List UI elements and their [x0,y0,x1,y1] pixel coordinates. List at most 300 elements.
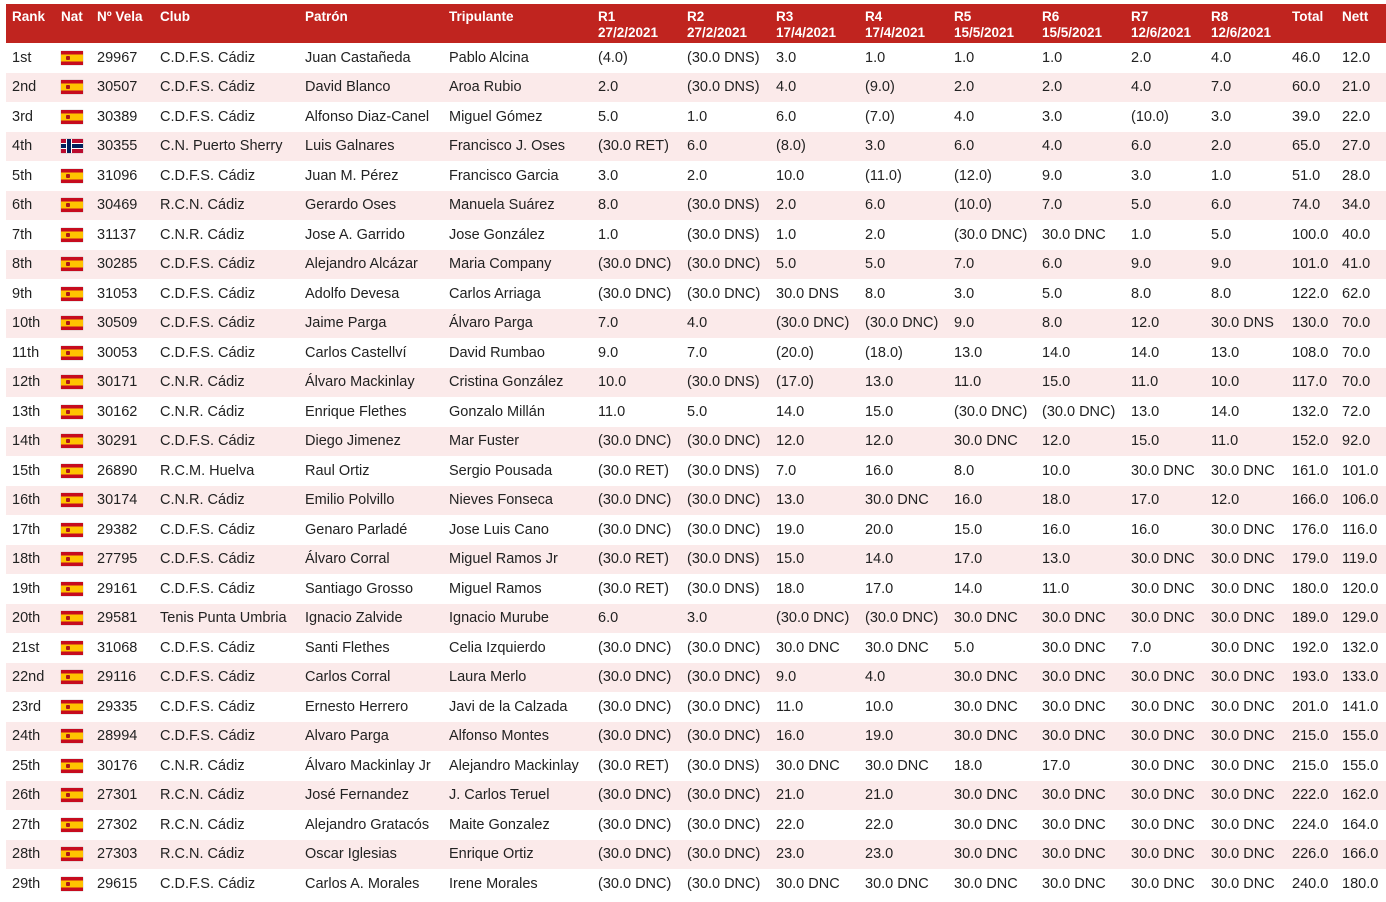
total-cell: 215.0 [1286,751,1336,781]
race-5-cell: 15.0 [948,515,1036,545]
nett-cell: 119.0 [1336,545,1386,575]
rank-cell: 17th [6,515,55,545]
race-5-cell: 18.0 [948,751,1036,781]
race-1-cell: (30.0 DNC) [592,427,681,457]
nett-cell: 62.0 [1336,279,1386,309]
race-8-cell: 6.0 [1205,191,1286,221]
race-5-cell: 5.0 [948,633,1036,663]
spain-flag-icon [61,464,83,478]
race-2-cell: (30.0 DNS) [681,220,770,250]
rank-cell: 15th [6,456,55,486]
sail-number-cell: 29615 [91,869,154,899]
race-1-cell: (30.0 DNC) [592,869,681,899]
crew-cell: Ignacio Murube [443,604,592,634]
race-2-cell: (30.0 DNS) [681,545,770,575]
club-cell: C.D.F.S. Cádiz [154,515,299,545]
column-header-r7 [1125,4,1205,43]
column-header-label: R3 [776,9,794,24]
race-2-cell: (30.0 DNC) [681,486,770,516]
race-6-cell: 30.0 DNC [1036,663,1125,693]
race-6-cell: 10.0 [1036,456,1125,486]
column-header-r4 [859,4,948,43]
race-4-cell: (7.0) [859,102,948,132]
race-1-cell: (30.0 DNC) [592,515,681,545]
table-row [6,722,1386,752]
nationality-cell [55,840,91,870]
sail-number-cell: 30171 [91,368,154,398]
total-cell: 193.0 [1286,663,1336,693]
total-cell: 226.0 [1286,840,1336,870]
nett-cell: 92.0 [1336,427,1386,457]
race-5-cell: 4.0 [948,102,1036,132]
nationality-cell [55,751,91,781]
table-row [6,810,1386,840]
crew-cell: Maria Company [443,250,592,280]
club-cell: C.D.F.S. Cádiz [154,722,299,752]
spain-flag-icon [61,228,83,242]
race-4-cell: 21.0 [859,781,948,811]
crew-cell: Aroa Rubio [443,73,592,103]
race-5-cell: 30.0 DNC [948,722,1036,752]
rank-cell: 24th [6,722,55,752]
results-table-container [6,4,1386,899]
nationality-cell [55,279,91,309]
total-cell: 179.0 [1286,545,1336,575]
patron-cell: Carlos Corral [299,663,443,693]
total-cell: 130.0 [1286,309,1336,339]
nationality-cell [55,191,91,221]
patron-cell: Álvaro Mackinlay Jr [299,751,443,781]
club-cell: C.N.R. Cádiz [154,368,299,398]
race-6-cell: 18.0 [1036,486,1125,516]
crew-cell: Miguel Ramos [443,574,592,604]
race-4-cell: 14.0 [859,545,948,575]
race-4-cell: 10.0 [859,692,948,722]
table-row [6,663,1386,693]
race-8-cell: 9.0 [1205,250,1286,280]
race-7-cell: 16.0 [1125,515,1205,545]
patron-cell: Alejandro Gratacós [299,810,443,840]
club-cell: R.C.N. Cádiz [154,810,299,840]
race-4-cell: (11.0) [859,161,948,191]
race-1-cell: (30.0 RET) [592,132,681,162]
column-header-label: Rank [12,9,46,24]
race-6-cell: 1.0 [1036,43,1125,73]
spain-flag-icon [61,729,83,743]
race-1-cell: 7.0 [592,309,681,339]
spain-flag-icon [61,169,83,183]
total-cell: 74.0 [1286,191,1336,221]
race-2-cell: (30.0 DNS) [681,73,770,103]
race-1-cell: (30.0 DNC) [592,250,681,280]
race-4-cell: (9.0) [859,73,948,103]
rank-cell: 20th [6,604,55,634]
race-3-cell: 30.0 DNC [770,751,859,781]
club-cell: C.D.F.S. Cádiz [154,692,299,722]
patron-cell: Oscar Iglesias [299,840,443,870]
nationality-cell [55,604,91,634]
race-6-cell: 3.0 [1036,102,1125,132]
race-1-cell: 5.0 [592,102,681,132]
race-7-cell: 30.0 DNC [1125,722,1205,752]
table-row [6,368,1386,398]
race-3-cell: 21.0 [770,781,859,811]
column-header-total [1286,4,1336,43]
race-7-cell: 5.0 [1125,191,1205,221]
race-4-cell: 30.0 DNC [859,869,948,899]
club-cell: C.D.F.S. Cádiz [154,338,299,368]
table-row [6,840,1386,870]
race-4-cell: 5.0 [859,250,948,280]
race-5-cell: 30.0 DNC [948,604,1036,634]
sail-number-cell: 29335 [91,692,154,722]
club-cell: Tenis Punta Umbria [154,604,299,634]
race-1-cell: (30.0 RET) [592,751,681,781]
race-6-cell: 13.0 [1036,545,1125,575]
race-5-cell: 1.0 [948,43,1036,73]
race-3-cell: (20.0) [770,338,859,368]
crew-cell: Francisco Garcia [443,161,592,191]
race-4-cell: 20.0 [859,515,948,545]
race-1-cell: (30.0 RET) [592,456,681,486]
rank-cell: 13th [6,397,55,427]
race-1-cell: 1.0 [592,220,681,250]
race-1-cell: (30.0 DNC) [592,840,681,870]
patron-cell: Alejandro Alcázar [299,250,443,280]
race-5-cell: 30.0 DNC [948,692,1036,722]
sail-number-cell: 30162 [91,397,154,427]
column-header-r2 [681,4,770,43]
race-3-cell: 11.0 [770,692,859,722]
race-4-cell: 15.0 [859,397,948,427]
norway-flag-icon [61,139,83,153]
crew-cell: Celia Izquierdo [443,633,592,663]
club-cell: C.D.F.S. Cádiz [154,633,299,663]
race-2-cell: 7.0 [681,338,770,368]
total-cell: 108.0 [1286,338,1336,368]
nationality-cell [55,73,91,103]
nett-cell: 12.0 [1336,43,1386,73]
race-5-cell: 16.0 [948,486,1036,516]
race-3-cell: 13.0 [770,486,859,516]
column-header-date: 12/6/2021 [1131,25,1192,40]
race-7-cell: 30.0 DNC [1125,869,1205,899]
spain-flag-icon [61,405,83,419]
patron-cell: Ignacio Zalvide [299,604,443,634]
patron-cell: David Blanco [299,73,443,103]
race-3-cell: 7.0 [770,456,859,486]
race-1-cell: 8.0 [592,191,681,221]
spain-flag-icon [61,523,83,537]
race-4-cell: 8.0 [859,279,948,309]
club-cell: C.D.F.S. Cádiz [154,73,299,103]
patron-cell: Álvaro Mackinlay [299,368,443,398]
table-row [6,456,1386,486]
race-7-cell: 30.0 DNC [1125,781,1205,811]
race-8-cell: 30.0 DNS [1205,309,1286,339]
race-7-cell: 30.0 DNC [1125,574,1205,604]
race-6-cell: 8.0 [1036,309,1125,339]
total-cell: 100.0 [1286,220,1336,250]
race-8-cell: 12.0 [1205,486,1286,516]
patron-cell: Ernesto Herrero [299,692,443,722]
column-header-r1 [592,4,681,43]
patron-cell: Juan M. Pérez [299,161,443,191]
spain-flag-icon [61,51,83,65]
spain-flag-icon [61,257,83,271]
table-row [6,73,1386,103]
total-cell: 39.0 [1286,102,1336,132]
rank-cell: 9th [6,279,55,309]
nett-cell: 106.0 [1336,486,1386,516]
nationality-cell [55,869,91,899]
crew-cell: Enrique Ortiz [443,840,592,870]
nett-cell: 116.0 [1336,515,1386,545]
spain-flag-icon [61,316,83,330]
patron-cell: Genaro Parladé [299,515,443,545]
race-2-cell: 1.0 [681,102,770,132]
race-8-cell: 30.0 DNC [1205,604,1286,634]
race-7-cell: 13.0 [1125,397,1205,427]
patron-cell: Carlos A. Morales [299,869,443,899]
race-8-cell: 30.0 DNC [1205,663,1286,693]
race-2-cell: 4.0 [681,309,770,339]
race-1-cell: (30.0 DNC) [592,692,681,722]
race-8-cell: 14.0 [1205,397,1286,427]
crew-cell: Mar Fuster [443,427,592,457]
nationality-cell [55,427,91,457]
sail-number-cell: 30355 [91,132,154,162]
race-2-cell: (30.0 DNC) [681,515,770,545]
sail-number-cell: 29581 [91,604,154,634]
race-7-cell: 14.0 [1125,338,1205,368]
race-7-cell: 17.0 [1125,486,1205,516]
race-3-cell: 3.0 [770,43,859,73]
race-1-cell: (30.0 DNC) [592,279,681,309]
spain-flag-icon [61,611,83,625]
spain-flag-icon [61,759,83,773]
race-6-cell: 11.0 [1036,574,1125,604]
rank-cell: 19th [6,574,55,604]
race-2-cell: (30.0 DNC) [681,250,770,280]
column-header-label: R8 [1211,9,1229,24]
race-7-cell: (10.0) [1125,102,1205,132]
nett-cell: 34.0 [1336,191,1386,221]
race-4-cell: 1.0 [859,43,948,73]
table-header [6,4,1386,43]
patron-cell: Emilio Polvillo [299,486,443,516]
race-5-cell: 13.0 [948,338,1036,368]
rank-cell: 28th [6,840,55,870]
race-8-cell: 30.0 DNC [1205,840,1286,870]
rank-cell: 25th [6,751,55,781]
race-4-cell: 16.0 [859,456,948,486]
race-3-cell: 2.0 [770,191,859,221]
race-2-cell: (30.0 DNC) [681,869,770,899]
race-6-cell: 5.0 [1036,279,1125,309]
club-cell: C.D.F.S. Cádiz [154,545,299,575]
club-cell: C.D.F.S. Cádiz [154,43,299,73]
rank-cell: 3rd [6,102,55,132]
column-header-r8 [1205,4,1286,43]
total-cell: 176.0 [1286,515,1336,545]
race-5-cell: (10.0) [948,191,1036,221]
total-cell: 180.0 [1286,574,1336,604]
nett-cell: 141.0 [1336,692,1386,722]
patron-cell: Jaime Parga [299,309,443,339]
race-6-cell: 30.0 DNC [1036,810,1125,840]
spain-flag-icon [61,847,83,861]
table-row [6,515,1386,545]
race-5-cell: 6.0 [948,132,1036,162]
total-cell: 224.0 [1286,810,1336,840]
column-header-date: 15/5/2021 [954,25,1015,40]
nett-cell: 70.0 [1336,338,1386,368]
crew-cell: David Rumbao [443,338,592,368]
patron-cell: Alvaro Parga [299,722,443,752]
spain-flag-icon [61,346,83,360]
race-6-cell: 2.0 [1036,73,1125,103]
nationality-cell [55,456,91,486]
crew-cell: Alejandro Mackinlay [443,751,592,781]
nationality-cell [55,486,91,516]
total-cell: 192.0 [1286,633,1336,663]
race-4-cell: 19.0 [859,722,948,752]
spain-flag-icon [61,670,83,684]
nationality-cell [55,515,91,545]
club-cell: R.C.N. Cádiz [154,840,299,870]
club-cell: R.C.M. Huelva [154,456,299,486]
nett-cell: 27.0 [1336,132,1386,162]
race-5-cell: 3.0 [948,279,1036,309]
race-3-cell: 12.0 [770,427,859,457]
race-2-cell: (30.0 DNC) [681,427,770,457]
club-cell: C.D.F.S. Cádiz [154,250,299,280]
nationality-cell [55,368,91,398]
table-row [6,869,1386,899]
race-7-cell: 15.0 [1125,427,1205,457]
race-4-cell: 13.0 [859,368,948,398]
race-5-cell: 7.0 [948,250,1036,280]
table-row [6,102,1386,132]
nett-cell: 155.0 [1336,751,1386,781]
race-7-cell: 7.0 [1125,633,1205,663]
spain-flag-icon [61,700,83,714]
table-row [6,545,1386,575]
race-8-cell: 5.0 [1205,220,1286,250]
crew-cell: Nieves Fonseca [443,486,592,516]
crew-cell: Miguel Ramos Jr [443,545,592,575]
club-cell: C.D.F.S. Cádiz [154,102,299,132]
race-6-cell: 4.0 [1036,132,1125,162]
sail-number-cell: 31068 [91,633,154,663]
race-1-cell: 10.0 [592,368,681,398]
race-1-cell: 2.0 [592,73,681,103]
race-4-cell: (30.0 DNC) [859,309,948,339]
table-row [6,781,1386,811]
race-5-cell: 2.0 [948,73,1036,103]
crew-cell: Francisco J. Oses [443,132,592,162]
nationality-cell [55,663,91,693]
sail-number-cell: 30176 [91,751,154,781]
nett-cell: 22.0 [1336,102,1386,132]
race-1-cell: (30.0 DNC) [592,633,681,663]
spain-flag-icon [61,552,83,566]
rank-cell: 23rd [6,692,55,722]
total-cell: 60.0 [1286,73,1336,103]
club-cell: C.D.F.S. Cádiz [154,427,299,457]
race-1-cell: (30.0 DNC) [592,663,681,693]
total-cell: 189.0 [1286,604,1336,634]
race-1-cell: (30.0 DNC) [592,781,681,811]
table-row [6,250,1386,280]
crew-cell: Javi de la Calzada [443,692,592,722]
table-row [6,161,1386,191]
total-cell: 46.0 [1286,43,1336,73]
race-5-cell: 30.0 DNC [948,781,1036,811]
race-1-cell: (30.0 DNC) [592,722,681,752]
nett-cell: 70.0 [1336,309,1386,339]
total-cell: 117.0 [1286,368,1336,398]
race-3-cell: 18.0 [770,574,859,604]
race-6-cell: 7.0 [1036,191,1125,221]
race-1-cell: 11.0 [592,397,681,427]
total-cell: 161.0 [1286,456,1336,486]
race-6-cell: 6.0 [1036,250,1125,280]
club-cell: R.C.N. Cádiz [154,781,299,811]
sail-number-cell: 31053 [91,279,154,309]
sail-number-cell: 30291 [91,427,154,457]
crew-cell: Manuela Suárez [443,191,592,221]
sail-number-cell: 27795 [91,545,154,575]
column-header-label: Total [1292,9,1324,24]
club-cell: R.C.N. Cádiz [154,191,299,221]
patron-cell: Juan Castañeda [299,43,443,73]
nationality-cell [55,338,91,368]
race-7-cell: 6.0 [1125,132,1205,162]
race-5-cell: 17.0 [948,545,1036,575]
column-header-label: R4 [865,9,883,24]
race-8-cell: 8.0 [1205,279,1286,309]
race-3-cell: 15.0 [770,545,859,575]
crew-cell: Álvaro Parga [443,309,592,339]
total-cell: 215.0 [1286,722,1336,752]
nationality-cell [55,132,91,162]
column-header-nat [55,4,91,43]
rank-cell: 11th [6,338,55,368]
column-header-date: 17/4/2021 [776,25,837,40]
nationality-cell [55,397,91,427]
race-6-cell: 17.0 [1036,751,1125,781]
race-7-cell: 30.0 DNC [1125,545,1205,575]
race-3-cell: 19.0 [770,515,859,545]
nationality-cell [55,781,91,811]
race-3-cell: 23.0 [770,840,859,870]
club-cell: C.D.F.S. Cádiz [154,869,299,899]
nationality-cell [55,810,91,840]
table-row [6,633,1386,663]
nationality-cell [55,545,91,575]
race-3-cell: 16.0 [770,722,859,752]
rank-cell: 10th [6,309,55,339]
column-header-patron [299,4,443,43]
club-cell: C.N.R. Cádiz [154,751,299,781]
crew-cell: Carlos Arriaga [443,279,592,309]
sail-number-cell: 30285 [91,250,154,280]
race-8-cell: 30.0 DNC [1205,722,1286,752]
race-6-cell: 30.0 DNC [1036,604,1125,634]
total-cell: 51.0 [1286,161,1336,191]
